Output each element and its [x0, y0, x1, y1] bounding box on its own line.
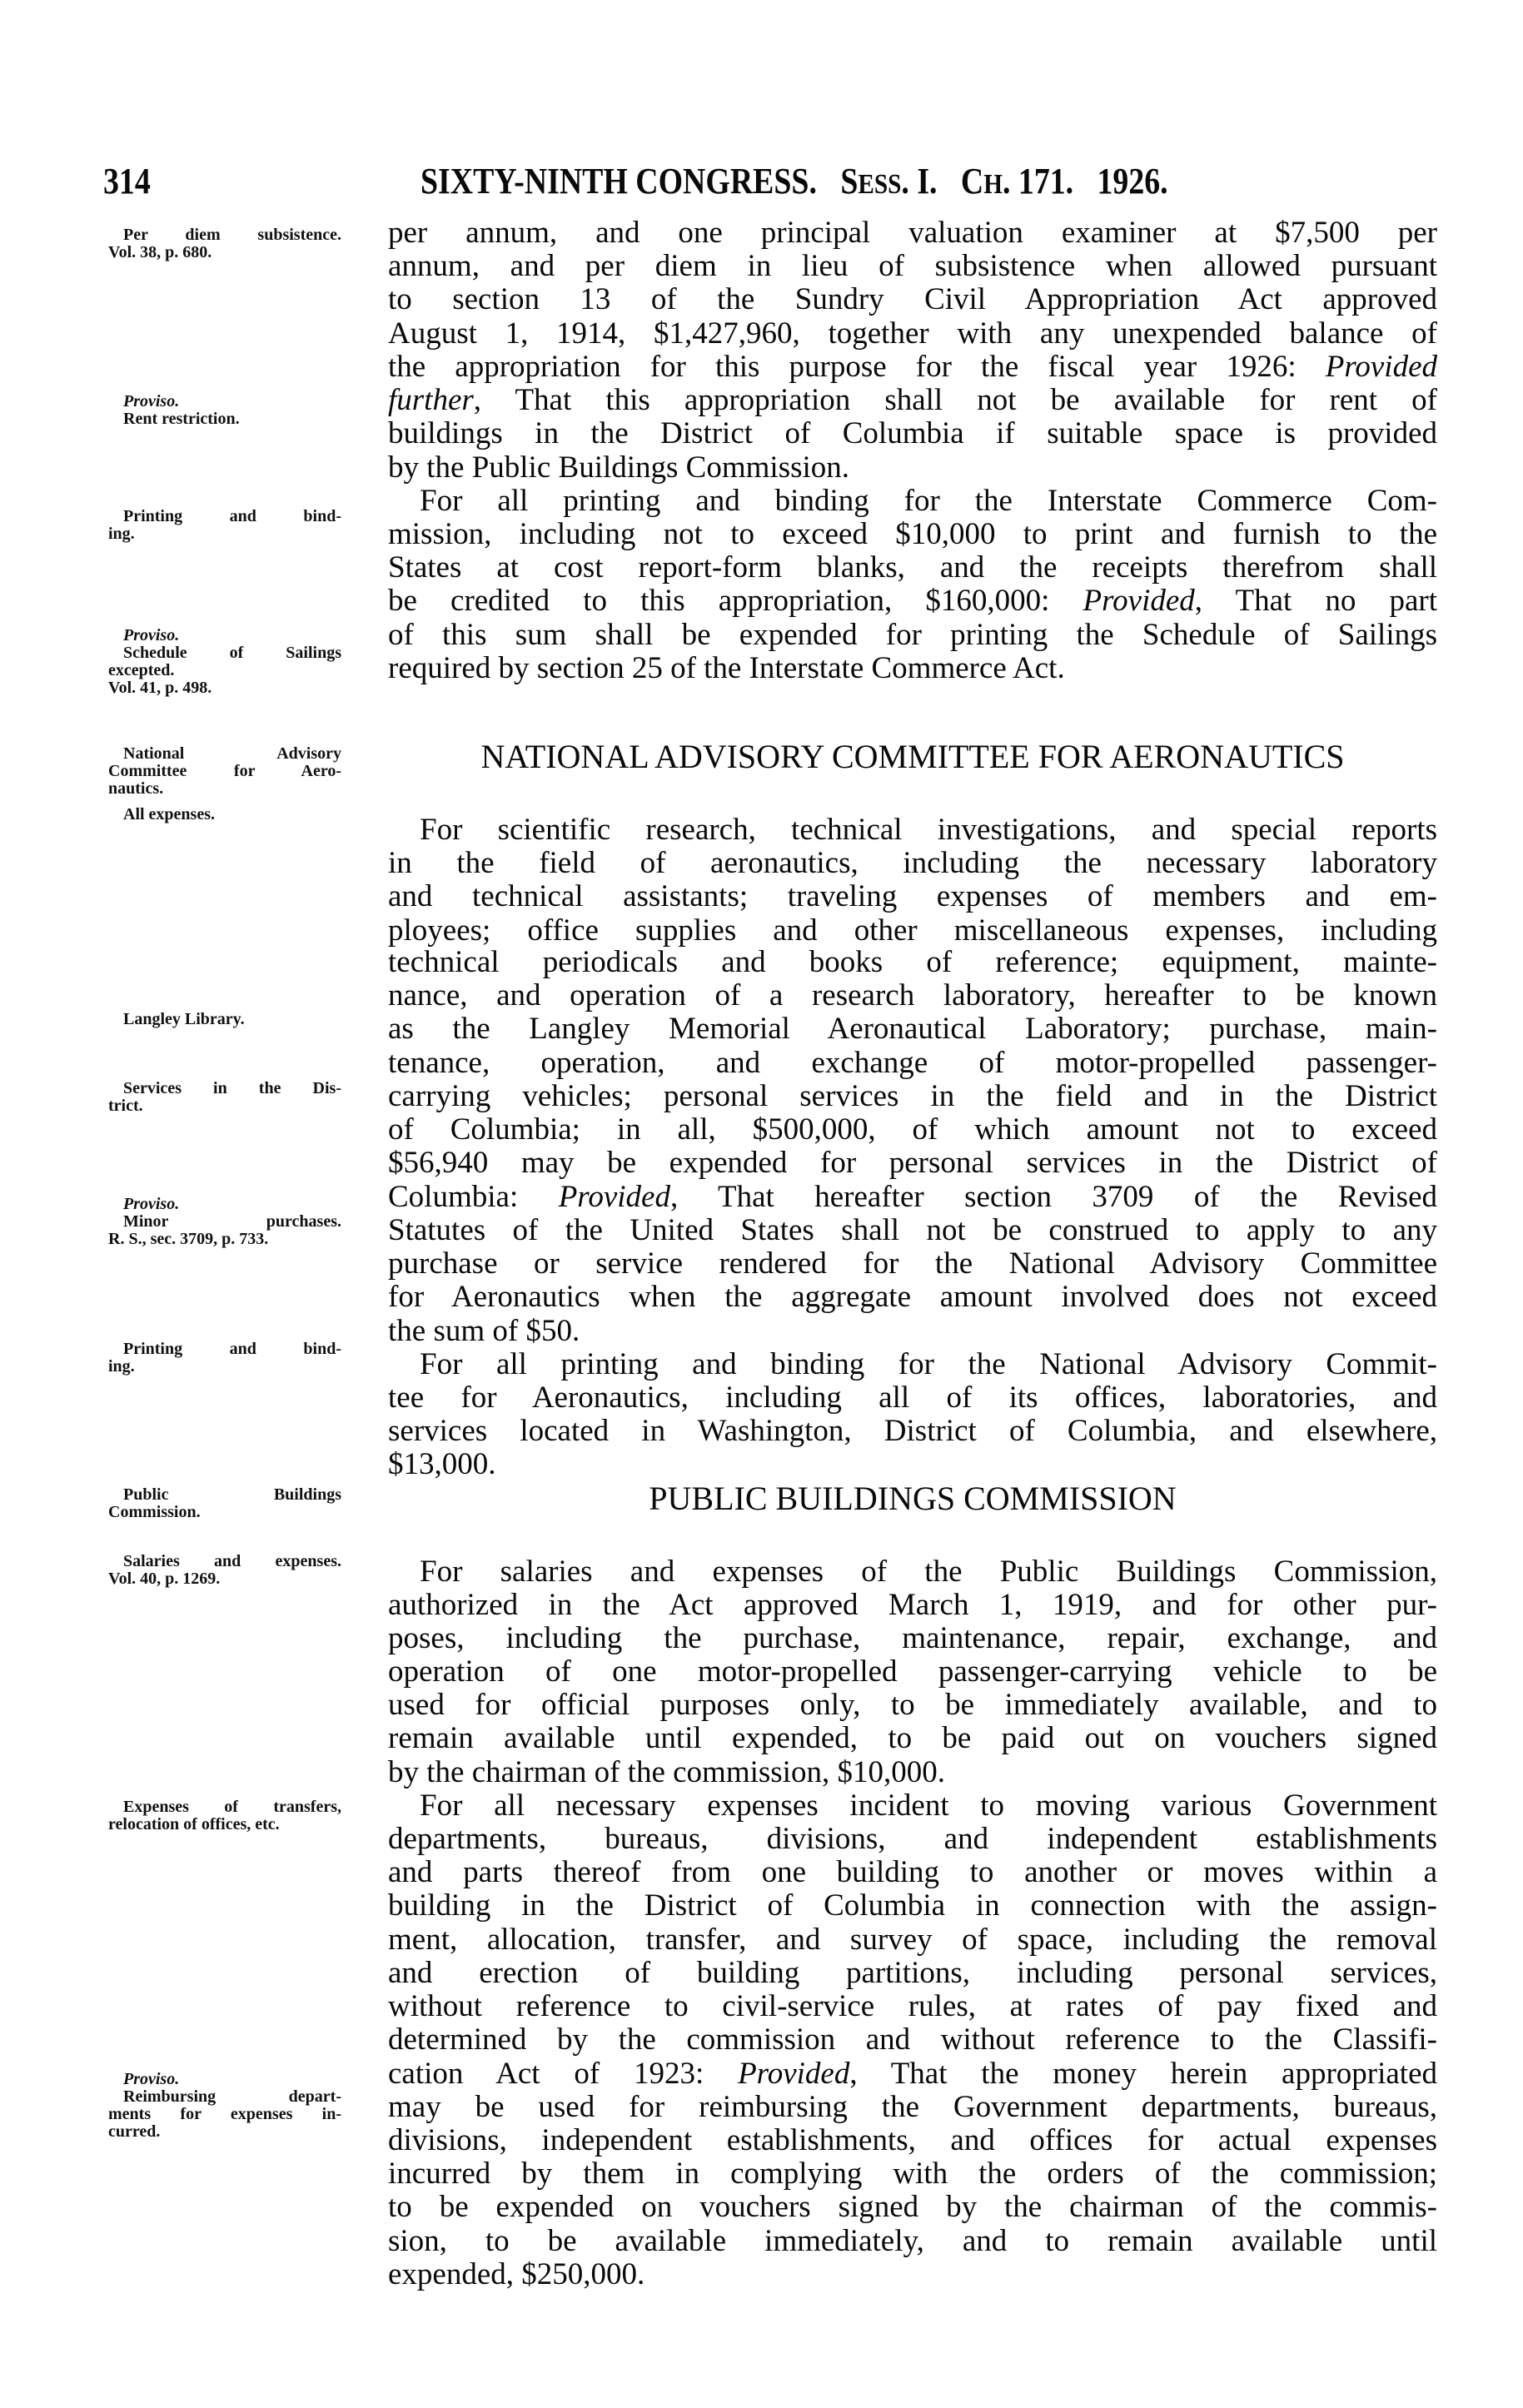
body-line: departments, bureaus, divisions, and independent establishments [388, 1822, 1437, 1856]
chapter-label: CH. 171. [960, 161, 1074, 201]
body-line: sion, to be available immediately, and to remain available until [388, 2224, 1437, 2258]
body-line: For all printing and binding for the Interstate Commerce Com- [420, 484, 1437, 518]
margin-note [108, 627, 341, 697]
body-line: of Columbia; in all, $500,000, of which amount not to exceed [388, 1112, 1437, 1147]
margin-note [108, 1011, 341, 1028]
body-line: buildings in the District of Columbia if suitable space is provided [388, 416, 1437, 450]
margin-note-line: Public Buildings [123, 1485, 341, 1504]
body-line: services located in Washington, District of Columbia, and elsewhere, [388, 1414, 1437, 1448]
margin-note-line: Proviso. [123, 392, 180, 410]
body-line: be credited to this appropriation, $160,000: Provided, That no part [388, 584, 1437, 618]
body-line: ment, allocation, transfer, and survey of space, including the removal [388, 1923, 1437, 1957]
margin-note-line: Proviso. [123, 2070, 180, 2088]
margin-note [108, 806, 341, 823]
body-line: poses, including the purchase, maintenance, repair, exchange, and [388, 1621, 1437, 1655]
body-line: operation of one motor-propelled passenger-carrying vehicle to be [388, 1654, 1437, 1689]
proviso-term: Provided [738, 2057, 850, 2091]
body-line: annum, and per diem in lieu of subsistence when allowed pursuant [388, 249, 1437, 283]
margin-note-line: Vol. 40, p. 1269. [108, 1570, 221, 1588]
body-line: nance, and operation of a research laboratory, hereafter to be known [388, 978, 1437, 1012]
body-line: per annum, and one principal valuation examiner at $7,500 per [388, 216, 1437, 250]
body-line: For all necessary expenses incident to moving various Government [420, 1789, 1437, 1823]
margin-note-line: nautics. [108, 779, 164, 798]
session-label: SESS. I. [840, 161, 938, 201]
body-line: required by section 25 of the Interstate Commerce Act. [388, 651, 1065, 685]
body-line: States at cost report-form blanks, and the receipts therefrom shall [388, 550, 1437, 585]
body-line: tenance, operation, and exchange of motor-propelled passenger- [388, 1046, 1437, 1080]
margin-note [108, 2071, 341, 2141]
margin-note [108, 1341, 341, 1376]
margin-note [108, 1196, 341, 1248]
margin-note-line: Printing and bind- [123, 507, 341, 525]
congress-title: SIXTY-NINTH CONGRESS. [421, 161, 817, 201]
body-line: For all printing and binding for the National Advisory Commit- [420, 1347, 1437, 1381]
body-line: cation Act of 1923: Provided, That the money herein appropriated [388, 2057, 1437, 2091]
margin-note [108, 508, 341, 543]
margin-note-line: curred. [108, 2122, 161, 2141]
body-line: determined by the commission and without reference to the Classifi- [388, 2022, 1437, 2057]
body-line: and parts thereof from one building to another or moves within a [388, 1855, 1437, 1889]
running-head-title [421, 158, 1168, 205]
proviso-term: Provided [1083, 584, 1195, 618]
body-line: expended, $250,000. [388, 2257, 645, 2291]
body-line: by the Public Buildings Commission. [388, 450, 850, 485]
body-line: and erection of building partitions, including personal services, [388, 1956, 1437, 1990]
body-line: of this sum shall be expended for printing the Schedule of Sailings [388, 618, 1437, 652]
margin-note-line: Vol. 38, p. 680. [108, 243, 212, 261]
body-line: to be expended on vouchers signed by the chairman of the commis- [388, 2190, 1437, 2224]
year-label: 1926. [1097, 161, 1168, 201]
margin-note-line: All expenses. [123, 805, 215, 823]
margin-note-line: trict. [108, 1097, 143, 1115]
margin-note [108, 1486, 341, 1521]
body-line: technical periodicals and books of reference; equipment, mainte- [388, 945, 1437, 979]
body-line: to section 13 of the Sundry Civil Appropriation Act approved [388, 282, 1437, 316]
body-line: mission, including not to exceed $10,000 to print and furnish to the [388, 517, 1437, 551]
margin-note [108, 1799, 341, 1833]
body-line: and technical assistants; traveling expenses of members and em- [388, 879, 1437, 913]
body-line: by the chairman of the commission, $10,000. [388, 1755, 945, 1789]
margin-note-line: Printing and bind- [123, 1340, 341, 1358]
margin-note-line: Rent restriction. [123, 410, 240, 428]
body-line: For salaries and expenses of the Public Buildings Commission, [420, 1555, 1437, 1589]
body-line: carrying vehicles; personal services in the field and in the District [388, 1079, 1437, 1113]
body-line: without reference to civil-service rules, at rates of pay fixed and [388, 1989, 1437, 2023]
body-line: $56,940 may be expended for personal services in the District of [388, 1146, 1437, 1180]
margin-note-line: ing. [108, 1357, 135, 1376]
margin-note-line: Schedule of Sailings [123, 644, 341, 662]
body-line: $13,000. [388, 1447, 496, 1481]
body-line: building in the District of Columbia in connection with the assign- [388, 1888, 1437, 1923]
margin-note-line: Expenses of transfers, [123, 1798, 341, 1816]
margin-note [108, 1080, 341, 1115]
margin-note-line: excepted. [108, 661, 175, 679]
margin-note-line: Proviso. [123, 1195, 180, 1213]
proviso-term: Provided [558, 1180, 670, 1214]
margin-note-line: Services in the Dis- [123, 1079, 341, 1097]
body-line: authorized in the Act approved March 1, 1919, and for other pur- [388, 1588, 1437, 1622]
page-number: 314 [103, 161, 151, 201]
margin-note-line: National Advisory [123, 744, 341, 763]
margin-note [108, 1553, 341, 1588]
margin-note-line: Salaries and expenses. [123, 1552, 341, 1570]
margin-note [108, 226, 341, 261]
margin-note-line: Reimbursing depart- [123, 2087, 341, 2106]
body-line: may be used for reimbursing the Government departments, bureaus, [388, 2090, 1437, 2124]
proviso-term: further [388, 383, 474, 417]
margin-note [108, 745, 341, 798]
body-line: divisions, independent establishments, and offices for actual expenses [388, 2123, 1437, 2157]
margin-note-line: relocation of offices, etc. [108, 1815, 280, 1833]
body-line: purchase or service rendered for the National Advisory Committee [388, 1246, 1437, 1281]
body-line: in the field of aeronautics, including the necessary laboratory [388, 846, 1437, 880]
margin-note [108, 393, 341, 428]
margin-note-line: Committee for Aero- [108, 762, 341, 780]
body-line: the sum of $50. [388, 1314, 580, 1348]
body-line: Statutes of the United States shall not be construed to apply to any [388, 1213, 1437, 1247]
margin-note-line: Proviso. [123, 626, 180, 644]
body-line: remain available until expended, to be paid out on vouchers signed [388, 1721, 1437, 1755]
margin-note-line: Commission. [108, 1503, 201, 1521]
margin-note-line: Per diem subsistence. [123, 226, 341, 244]
proviso-term: Provided [1325, 350, 1437, 384]
body-line: tee for Aeronautics, including all of its offices, laboratories, and [388, 1381, 1437, 1415]
body-line: incurred by them in complying with the orders of the commission; [388, 2157, 1437, 2191]
margin-note-line: Vol. 41, p. 498. [108, 679, 212, 697]
body-line: August 1, 1914, $1,427,960, together with any unexpended balance of [388, 316, 1437, 351]
body-line: For scientific research, technical investigations, and special reports [420, 813, 1437, 847]
margin-note-line: Langley Library. [123, 1010, 245, 1028]
body-line: the appropriation for this purpose for the fiscal year 1926: Provided [388, 350, 1437, 384]
body-line: as the Langley Memorial Aeronautical Laboratory; purchase, main- [388, 1012, 1437, 1046]
section-heading: PUBLIC BUILDINGS COMMISSION [649, 1480, 1177, 1517]
body-line: Columbia: Provided, That hereafter section 3709 of the Revised [388, 1180, 1437, 1214]
body-line: ployees; office supplies and other miscellaneous expenses, including [388, 913, 1437, 948]
margin-note-line: ments for expenses in- [108, 2105, 341, 2123]
margin-note-line: ing. [108, 525, 135, 543]
margin-note-line: R. S., sec. 3709, p. 733. [108, 1230, 269, 1248]
margin-note-line: Minor purchases. [123, 1212, 341, 1231]
body-line: used for official purposes only, to be immediately available, and to [388, 1688, 1437, 1722]
section-heading: NATIONAL ADVISORY COMMITTEE FOR AERONAUTICS [480, 738, 1345, 775]
body-line: further, That this appropriation shall not be available for rent of [388, 383, 1437, 417]
body-line: for Aeronautics when the aggregate amount involved does not exceed [388, 1280, 1437, 1314]
